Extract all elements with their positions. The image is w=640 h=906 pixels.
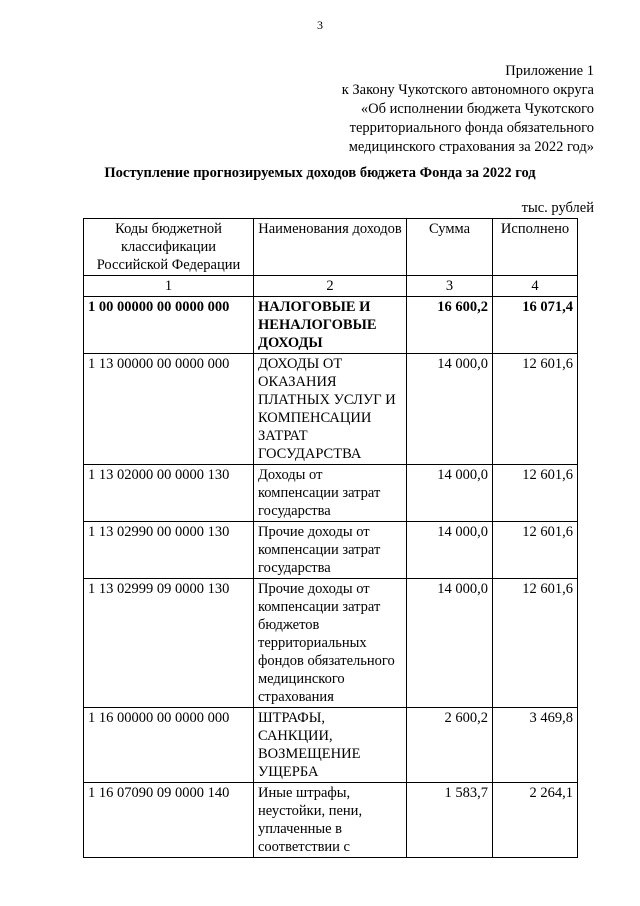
header-code: Коды бюджетной классификации Российской Федерации — [84, 219, 254, 276]
row-code: 1 13 02000 00 0000 130 — [84, 465, 254, 522]
row-sum: 2 600,2 — [407, 708, 493, 783]
row-sum: 14 000,0 — [407, 354, 493, 465]
row-name: ШТРАФЫ, САНКЦИИ, ВОЗМЕЩЕНИЕ УЩЕРБА — [254, 708, 407, 783]
table-row — [84, 522, 578, 579]
table-row — [84, 579, 578, 708]
document-title: Поступление прогнозируемых доходов бюджета Фонда за 2022 год — [104, 165, 536, 181]
row-name: Прочие доходы от компенсации затрат бюджетов территориальных фондов обязательного медицинского страхования — [254, 579, 407, 708]
appendix-note — [342, 62, 594, 157]
appendix-line: к Закону Чукотского автономного округа — [341, 82, 594, 98]
row-code: 1 16 07090 09 0000 140 — [84, 783, 254, 858]
row-done: 16 071,4 — [493, 297, 578, 354]
column-number: 4 — [493, 276, 578, 297]
row-done: 3 469,8 — [493, 708, 578, 783]
column-number: 3 — [407, 276, 493, 297]
row-done: 12 601,6 — [493, 354, 578, 465]
column-number-row — [84, 276, 578, 297]
appendix-line: «Об исполнении бюджета Чукотского — [360, 101, 594, 117]
row-sum: 14 000,0 — [407, 579, 493, 708]
row-name: Прочие доходы от компенсации затрат государства — [254, 522, 407, 579]
row-code: 1 13 02999 09 0000 130 — [84, 579, 254, 708]
table-header-row — [84, 219, 578, 276]
row-name: Иные штрафы, неустойки, пени, уплаченные в соответствии с — [254, 783, 407, 858]
row-code: 1 13 02990 00 0000 130 — [84, 522, 254, 579]
appendix-line: Приложение 1 — [505, 63, 594, 79]
row-sum: 1 583,7 — [407, 783, 493, 858]
table-row — [84, 783, 578, 858]
table-row — [84, 354, 578, 465]
header-sum: Сумма — [407, 219, 493, 276]
table-row — [84, 297, 578, 354]
row-code: 1 00 00000 00 0000 000 — [84, 297, 254, 354]
row-sum: 14 000,0 — [407, 522, 493, 579]
income-table — [83, 218, 578, 858]
header-done: Исполнено — [493, 219, 578, 276]
row-done: 12 601,6 — [493, 522, 578, 579]
table-row — [84, 708, 578, 783]
row-code: 1 16 00000 00 0000 000 — [84, 708, 254, 783]
row-name: НАЛОГОВЫЕ И НЕНАЛОГОВЫЕ ДОХОДЫ — [254, 297, 407, 354]
units-label: тыс. рублей — [521, 200, 594, 216]
column-number: 1 — [84, 276, 254, 297]
page-number: 3 — [317, 18, 323, 32]
column-number: 2 — [254, 276, 407, 297]
table-row — [84, 465, 578, 522]
row-done: 12 601,6 — [493, 579, 578, 708]
header-name: Наименования доходов — [254, 219, 407, 276]
row-code: 1 13 00000 00 0000 000 — [84, 354, 254, 465]
appendix-line: территориального фонда обязательного — [349, 120, 594, 136]
row-name: Доходы от компенсации затрат государства — [254, 465, 407, 522]
appendix-line: медицинского страхования за 2022 год» — [348, 139, 594, 155]
row-sum: 14 000,0 — [407, 465, 493, 522]
row-done: 2 264,1 — [493, 783, 578, 858]
row-name: ДОХОДЫ ОТ ОКАЗАНИЯ ПЛАТНЫХ УСЛУГ И КОМПЕНСАЦИИ ЗАТРАТ ГОСУДАРСТВА — [254, 354, 407, 465]
row-sum: 16 600,2 — [407, 297, 493, 354]
row-done: 12 601,6 — [493, 465, 578, 522]
